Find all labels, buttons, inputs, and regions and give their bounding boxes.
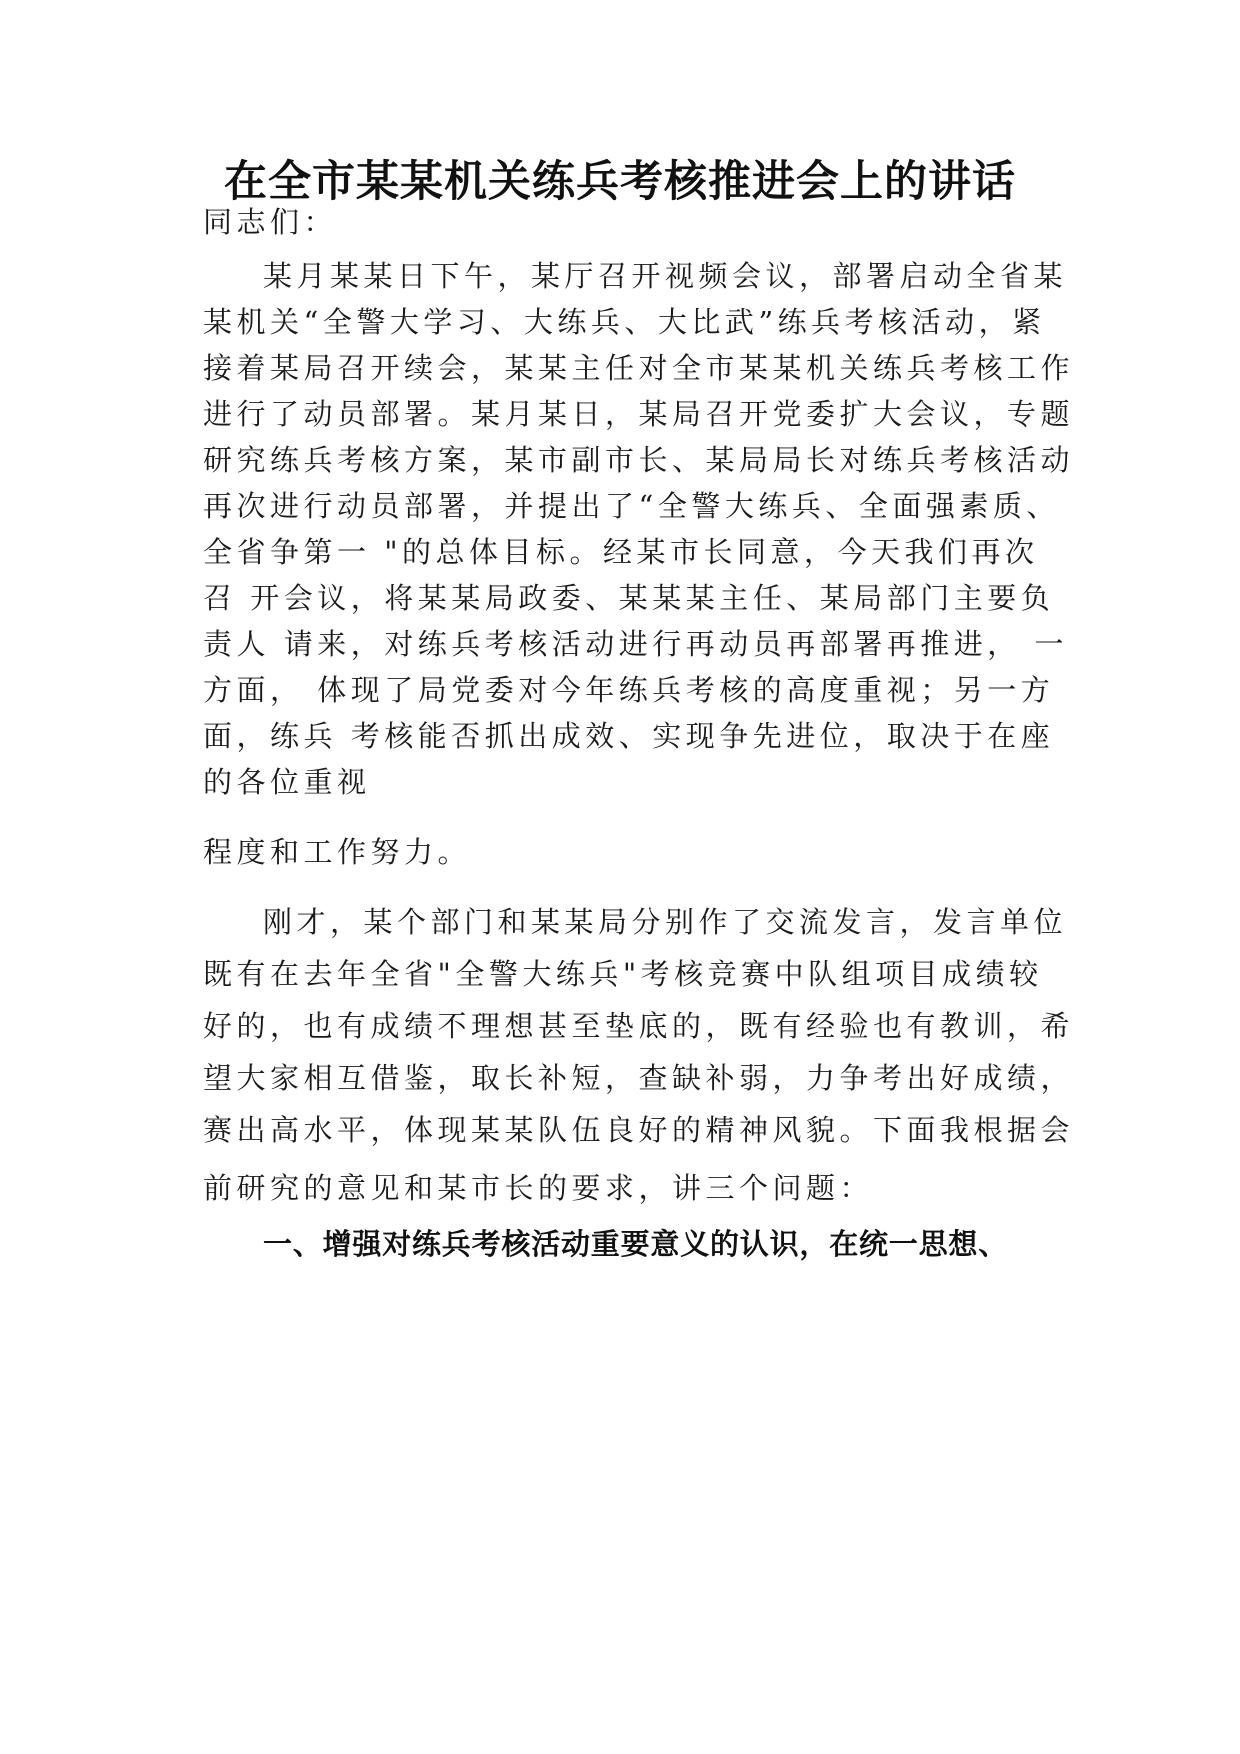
paragraph-1-line-10: 方面， 体现了局党委对今年练兵考核的高度重视；另一方: [203, 673, 1055, 707]
paragraph-1-line-2: 某机关“全警大学习、大练兵、大比武”练兵考核活动，紧: [203, 305, 1046, 339]
paragraph-1-line-1: 某月某某日下午，某厅召开视频会议，部署启动全省某: [263, 259, 1068, 293]
paragraph-2-line-5: 赛出高水平，体现某某队伍良好的精神风貌。下面我根据会: [203, 1113, 1075, 1147]
document-title: 在全市某某机关练兵考核推进会上的讲话: [224, 157, 1016, 207]
paragraph-1-line-6: 再次进行动员部署，并提出了“全警大练兵、全面强素质、: [203, 489, 1060, 523]
paragraph-1-line-9: 责人 请来，对练兵考核活动进行再动员再部署再推进， 一: [203, 627, 1068, 661]
paragraph-2-line-2: 既有在去年全省"全警大练兵"考核竞赛中队组项目成绩较: [203, 957, 1043, 991]
paragraph-1-line-7: 全省争第一 "的总体目标。经某市长同意，今天我们再次: [203, 535, 1039, 569]
paragraph-1-line-11: 面，练兵 考核能否抓出成效、实现争先进位，取决于在座: [203, 719, 1055, 753]
paragraph-2-line-3: 好的，也有成绩不理想甚至垫底的，既有经验也有教训，希: [203, 1009, 1075, 1043]
paragraph-1-line-3: 接着某局召开续会，某某主任对全市某某机关练兵考核工作: [203, 351, 1075, 385]
paragraph-1-tail: 程度和工作努力。: [203, 835, 472, 869]
paragraph-1-line-4: 进行了动员部署。某月某日，某局召开党委扩大会议，专题: [203, 397, 1075, 431]
section-heading-1: 一、增强对练兵考核活动重要意义的认识，在统一思想、: [263, 1227, 1009, 1261]
salutation: 同志们：: [203, 205, 338, 239]
paragraph-1-line-8: 召 开会议，将某某局政委、某某某主任、某局部门主要负: [203, 581, 1055, 615]
paragraph-1-line-5: 研究练兵考核方案，某市副市长、某局局长对练兵考核活动: [203, 443, 1075, 477]
paragraph-1-line-12: 的各位重视: [203, 765, 371, 799]
paragraph-2-tail: 前研究的意见和某市长的要求，讲三个问题：: [203, 1171, 874, 1205]
paragraph-2-line-1: 刚才，某个部门和某某局分别作了交流发言，发言单位: [263, 905, 1068, 939]
paragraph-2-line-4: 望大家相互借鉴，取长补短，查缺补弱，力争考出好成绩，: [203, 1061, 1075, 1095]
